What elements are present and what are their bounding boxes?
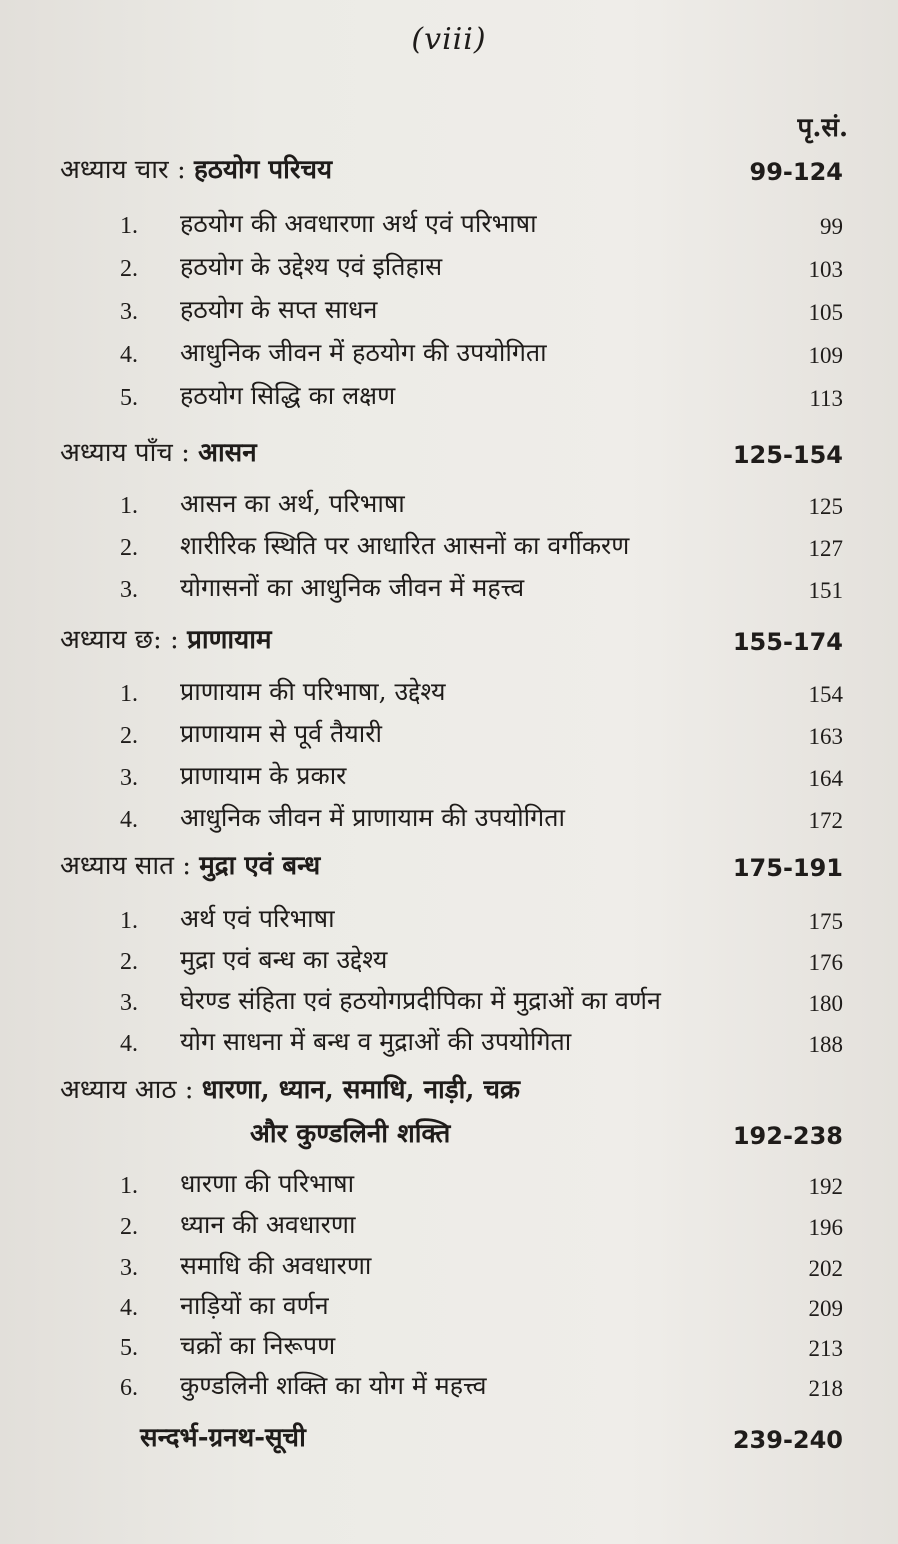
item-text: अर्थ एवं परिभाषा <box>180 904 335 933</box>
toc-item <box>120 372 843 412</box>
bibliography-page-range: 239-240 <box>732 1426 843 1454</box>
chapter-title <box>60 846 320 882</box>
toc-item <box>120 200 843 240</box>
item-number: 1. <box>120 1173 138 1199</box>
item-text: प्राणायाम से पूर्व तैयारी <box>180 719 382 748</box>
chapter-name: मुद्रा एवं बन्ध <box>199 851 321 881</box>
item-number: 2. <box>120 1214 138 1240</box>
item-text: धारणा की परिभाषा <box>180 1169 355 1198</box>
item-text: हठयोग की अवधारणा अर्थ एवं परिभाषा <box>180 209 537 238</box>
item-page: 213 <box>808 1336 843 1361</box>
item-text: आधुनिक जीवन में हठयोग की उपयोगिता <box>180 338 547 367</box>
toc-item <box>120 1322 843 1362</box>
item-number: 5. <box>120 1335 138 1361</box>
chapter-heading <box>60 1062 843 1106</box>
bibliography-title: सन्दर्भ-ग्रनथ-सूची <box>140 1423 306 1453</box>
chapter-page-range: 192-238 <box>732 1122 843 1150</box>
item-number: 3. <box>120 577 138 603</box>
item-number: 1. <box>120 681 138 707</box>
bibliography-heading <box>140 1410 843 1454</box>
item-text: शारीरिक स्थिति पर आधारित आसनों का वर्गीकरण <box>180 531 630 560</box>
item-page: 164 <box>808 766 843 791</box>
chapter-title <box>60 433 257 469</box>
chapter-page-range: 175-191 <box>732 854 843 882</box>
item-page: 125 <box>808 494 843 519</box>
item-page: 151 <box>808 578 843 603</box>
item-page: 209 <box>808 1296 843 1321</box>
chapter-heading <box>60 612 843 656</box>
item-text: समाधि की अवधारणा <box>180 1251 372 1280</box>
toc-item <box>120 668 843 708</box>
page-number-roman: (viii) <box>411 22 487 57</box>
chapter-name-line2: और कुण्डलिनी शक्ति <box>250 1119 451 1149</box>
item-text: हठयोग सिद्धि का लक्षण <box>180 381 396 410</box>
item-page: 109 <box>808 343 843 368</box>
item-page: 196 <box>808 1215 843 1240</box>
item-number: 4. <box>120 1295 138 1321</box>
item-page: 202 <box>808 1256 843 1281</box>
toc-item <box>120 286 843 326</box>
item-number: 6. <box>120 1375 138 1401</box>
toc-item <box>120 522 843 562</box>
item-number: 2. <box>120 256 138 282</box>
toc-item <box>120 243 843 283</box>
item-text: नाड़ियों का वर्णन <box>180 1291 329 1320</box>
chapter-heading <box>60 425 843 469</box>
toc-item <box>120 1282 843 1322</box>
item-text: हठयोग के उद्देश्य एवं इतिहास <box>180 252 443 281</box>
item-page: 127 <box>808 536 843 561</box>
item-number: 4. <box>120 1031 138 1057</box>
item-text: कुण्डलिनी शक्ति का योग में महत्त्व <box>180 1371 487 1400</box>
item-number: 2. <box>120 949 138 975</box>
item-number: 2. <box>120 723 138 749</box>
chapter-name: प्राणायाम <box>187 625 272 655</box>
chapter-title <box>60 1070 520 1106</box>
chapter-title <box>60 150 332 186</box>
item-text: घेरण्ड संहिता एवं हठयोगप्रदीपिका में मुद्राओं का वर्णन <box>180 986 661 1015</box>
item-number: 1. <box>120 213 138 239</box>
toc-item <box>120 480 843 520</box>
item-text: योगासनों का आधुनिक जीवन में महत्त्व <box>180 573 525 602</box>
item-page: 175 <box>808 909 843 934</box>
item-text: आधुनिक जीवन में प्राणायाम की उपयोगिता <box>180 803 565 832</box>
toc-item <box>120 794 843 834</box>
item-page: 113 <box>809 386 843 411</box>
toc-item <box>120 1362 843 1402</box>
chapter-name: आसन <box>198 438 257 468</box>
toc-item <box>120 936 843 976</box>
item-page: 218 <box>808 1376 843 1401</box>
chapter-prefix: अध्याय सात : <box>60 851 200 881</box>
item-number: 3. <box>120 765 138 791</box>
item-number: 3. <box>120 299 138 325</box>
item-page: 188 <box>808 1032 843 1057</box>
chapter-name: धारणा, ध्यान, समाधि, नाड़ी, चक्र <box>201 1075 520 1105</box>
chapter-heading <box>60 838 843 882</box>
chapter-page-range: 155-174 <box>732 628 843 656</box>
item-text: हठयोग के सप्त साधन <box>180 295 378 324</box>
item-text: प्राणायाम की परिभाषा, उद्देश्य <box>180 677 446 706</box>
item-text: योग साधना में बन्ध व मुद्राओं की उपयोगिता <box>180 1027 572 1056</box>
toc-item <box>120 1242 843 1282</box>
chapter-prefix: अध्याय चार : <box>60 155 194 185</box>
item-page: 192 <box>808 1174 843 1199</box>
item-number: 2. <box>120 535 138 561</box>
chapter-page-range: 125-154 <box>732 441 843 469</box>
item-number: 4. <box>120 342 138 368</box>
toc-item <box>120 752 843 792</box>
chapter-prefix: अध्याय पाँच : <box>60 438 199 468</box>
item-page: 154 <box>808 682 843 707</box>
toc-item <box>120 329 843 369</box>
chapter-prefix: अध्याय छ: : <box>60 625 188 655</box>
item-page: 105 <box>808 300 843 325</box>
item-page: 176 <box>808 950 843 975</box>
toc-item <box>120 710 843 750</box>
item-page: 172 <box>808 808 843 833</box>
item-text: प्राणायाम के प्रकार <box>180 761 347 790</box>
item-number: 3. <box>120 1255 138 1281</box>
chapter-name: हठयोग परिचय <box>193 155 333 185</box>
toc-item <box>120 564 843 604</box>
item-text: ध्यान की अवधारणा <box>180 1210 356 1239</box>
page-column-header: पृ.सं. <box>797 113 848 143</box>
item-number: 4. <box>120 807 138 833</box>
toc-item <box>120 1201 843 1241</box>
toc-item <box>120 1160 843 1200</box>
item-text: चक्रों का निरूपण <box>180 1331 336 1360</box>
toc-item <box>120 895 843 935</box>
chapter-page-range: 99-124 <box>749 158 843 186</box>
chapter-prefix: अध्याय आठ : <box>60 1075 202 1105</box>
item-page: 163 <box>808 724 843 749</box>
chapter-heading <box>60 142 843 186</box>
item-page: 103 <box>808 257 843 282</box>
item-text: आसन का अर्थ, परिभाषा <box>180 489 405 518</box>
item-number: 1. <box>120 908 138 934</box>
item-page: 180 <box>808 991 843 1016</box>
item-number: 3. <box>120 990 138 1016</box>
item-page: 99 <box>820 214 843 239</box>
chapter-heading-continuation <box>250 1106 843 1150</box>
chapter-title <box>60 620 272 656</box>
item-text: मुद्रा एवं बन्ध का उद्देश्य <box>180 945 388 974</box>
toc-item <box>120 977 843 1017</box>
item-number: 5. <box>120 385 138 411</box>
toc-item <box>120 1018 843 1058</box>
item-number: 1. <box>120 493 138 519</box>
